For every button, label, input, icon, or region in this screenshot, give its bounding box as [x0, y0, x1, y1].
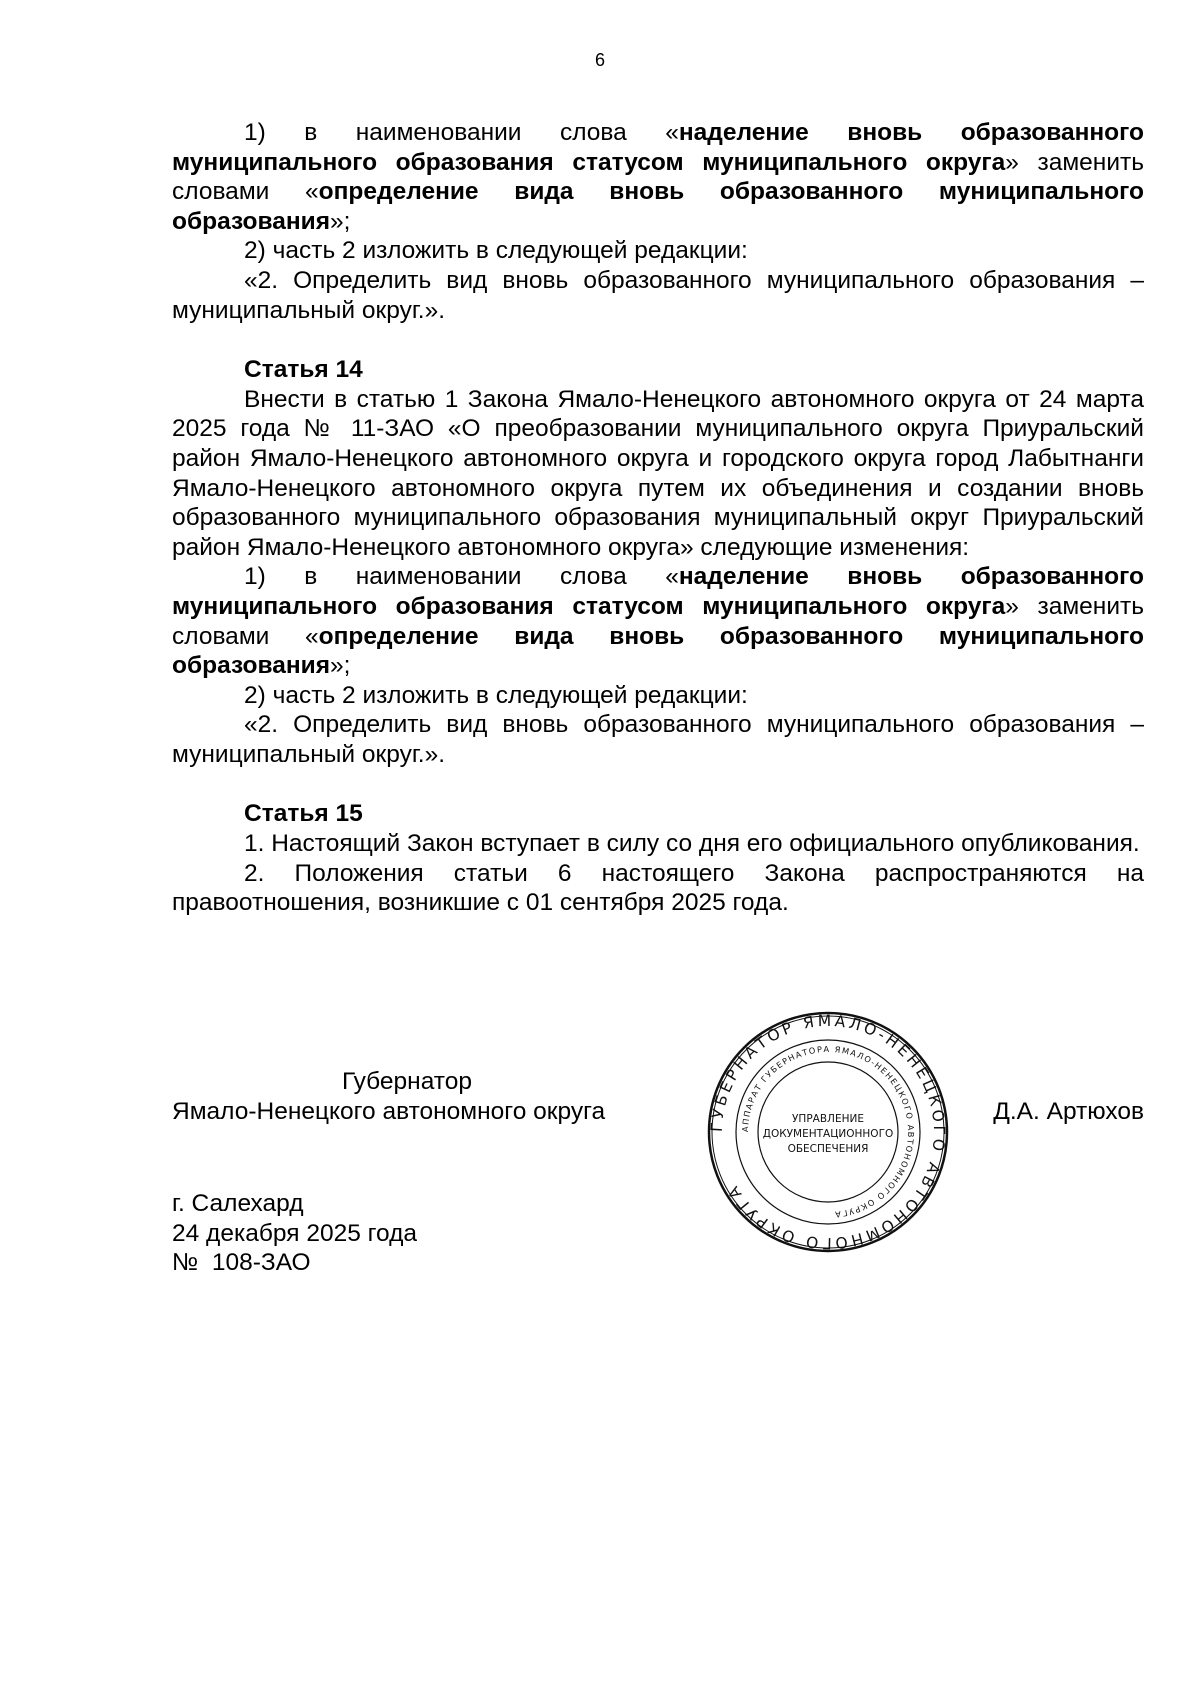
- text-run: 1) в наименовании слова «: [244, 563, 679, 591]
- signatory-title: Губернатор: [342, 1068, 472, 1095]
- bold-run: определение вида вновь образованного муниципального образования: [172, 178, 1144, 235]
- text-run: »;: [330, 207, 351, 235]
- signing-date: 24 декабря 2025 года: [172, 1219, 418, 1247]
- article15-heading: Статья 15: [244, 800, 363, 828]
- article14-item2: 2) часть 2 изложить в следующей редакции:: [244, 681, 748, 709]
- signatory-region: Ямало-Ненецкого автономного округа: [172, 1098, 606, 1125]
- law-number: № 108-ЗАО: [172, 1249, 311, 1277]
- text-run: 1) в наименовании слова «: [244, 119, 679, 146]
- bold-run: наделение вновь образованного муниципального образования статусом муниципального округа: [172, 119, 1144, 176]
- article13-item2: 2) часть 2 изложить в следующей редакции:: [244, 237, 748, 265]
- city: г. Салехард: [172, 1190, 304, 1217]
- seal-outer-ring-text: ГУБЕРНАТОР ЯМАЛО-НЕНЕЦКОГО АВТОНОМНОГО ОКРУГА: [707, 1011, 949, 1253]
- article14-heading: Статья 14: [244, 356, 363, 384]
- seal-center-line2: ДОКУМЕНТАЦИОННОГО: [762, 1128, 894, 1140]
- official-seal: [706, 1010, 950, 1254]
- seal-inner-ring-text: АППАРАТ ГУБЕРНАТОРА ЯМАЛО-НЕНЕЦКОГО АВТОНОМНОГО ОКРУГА: [739, 1043, 917, 1220]
- article14-item2-text: «2. Определить вид вновь образованного муниципального образования – муниципальный округ.».: [172, 711, 1144, 768]
- text-run: » заменить словами «: [172, 148, 1145, 206]
- article13-item1: [172, 118, 1144, 236]
- signatory-name: Д.А. Артюхов: [993, 1098, 1144, 1125]
- article13-item2-text: «2. Определить вид вновь образованного муниципального образования – муниципальный округ.».: [172, 266, 1144, 324]
- place-date-block: [172, 1189, 417, 1278]
- bold-run: определение вида вновь образованного муниципального образования: [172, 622, 1144, 680]
- article14-intro: Внести в статью 1 Закона Ямало-Ненецкого автономного округа от 24 марта 2025 года № 11-ЗАО «О преобразовании муниципального округа Приуральский район Ямало-Ненецкого автономного округа и городского округа город Лабытнанги Ямало-Ненецкого автономного округа путем их объединения и создании вновь образованного муниципального образования муниципальный округ Приуральский район Ямало-Ненецкого автономного округа» следующие изменения:: [172, 385, 1144, 561]
- article14-item1: [172, 562, 1144, 680]
- seal-center-line3: ОБЕСПЕЧЕНИЯ: [787, 1143, 869, 1155]
- seal-center-line1: УПРАВЛЕНИЕ: [792, 1113, 864, 1125]
- text-run: »;: [330, 652, 351, 680]
- page-number: 6: [594, 50, 605, 70]
- document-body: [172, 118, 1144, 918]
- article15-p2: 2. Положения статьи 6 настоящего Закона распространяются на правоотношения, возникшие с 01 сентября 2025 года.: [172, 859, 1144, 917]
- bold-run: наделение вновь образованного муниципального образования статусом муниципального округа: [172, 563, 1144, 620]
- text-run: » заменить словами «: [172, 592, 1145, 650]
- article15-p1: 1. Настоящий Закон вступает в силу со дня его официального опубликования.: [244, 830, 1140, 858]
